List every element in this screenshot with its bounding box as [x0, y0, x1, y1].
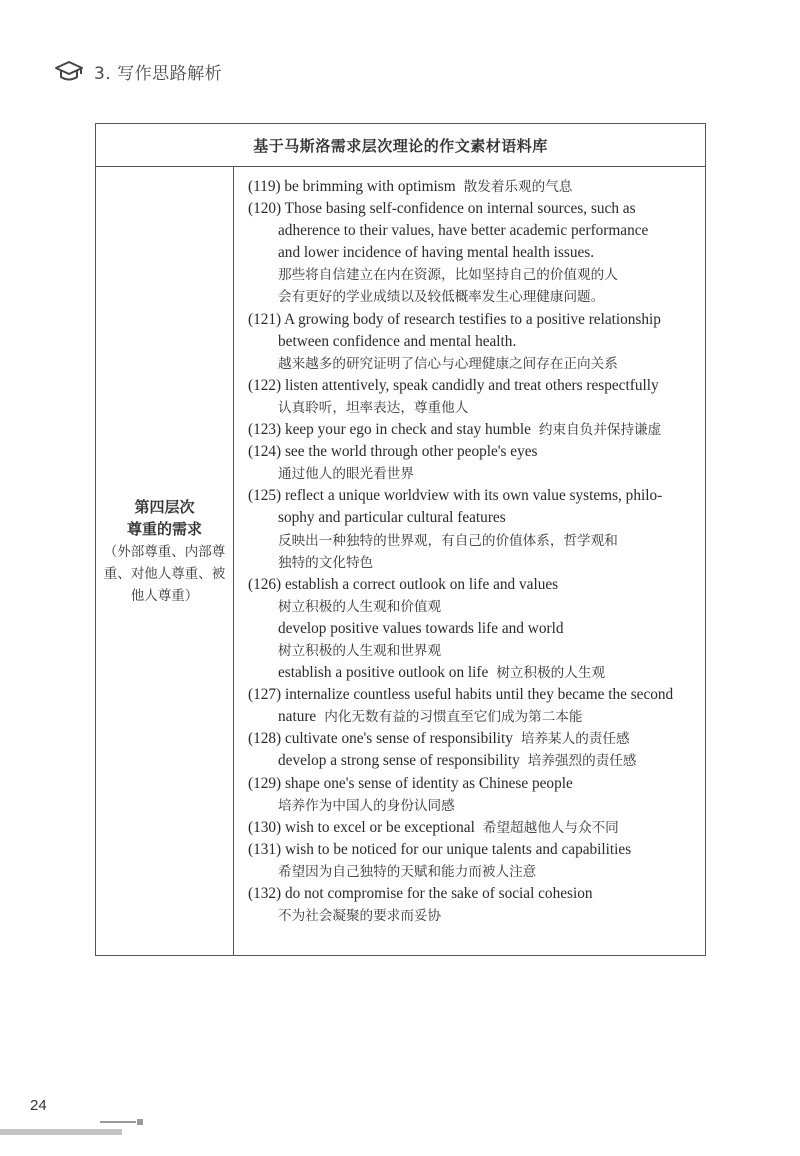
corpus-table	[95, 123, 706, 956]
entry-english: (132) do not compromise for the sake of social cohesion	[248, 885, 593, 902]
entry-line	[236, 242, 705, 264]
entry-line	[236, 419, 705, 441]
footer-dot	[137, 1119, 143, 1125]
entry-chinese: 独特的文化特色	[278, 554, 374, 571]
footer-bar	[0, 1129, 122, 1135]
entry-chinese: 通过他人的眼光看世界	[278, 466, 414, 483]
entry-chinese: 不为社会凝聚的要求而妥协	[278, 908, 442, 925]
entry-line	[236, 507, 705, 529]
section-title: 3. 写作思路解析	[94, 63, 223, 84]
entry-chinese: 树立积极的人生观	[496, 665, 606, 682]
entry-chinese: 越来越多的研究证明了信心与心理健康之间存在正向关系	[278, 355, 618, 372]
entry-line	[236, 684, 705, 706]
entry-chinese: 会有更好的学业成绩以及较低概率发生心理健康问题。	[278, 289, 605, 306]
entry-english: (128) cultivate one's sense of responsibility	[248, 730, 513, 748]
entry-chinese: 反映出一种独特的世界观，有自己的价值体系，哲学观和	[278, 532, 618, 549]
entry-chinese: 树立积极的人生观和价值观	[278, 598, 442, 615]
page-header	[54, 56, 222, 86]
table-body	[96, 167, 705, 955]
entry-chinese: 培养作为中国人的身份认同感	[278, 797, 455, 814]
entry-chinese: 约束自负并保持谦虚	[538, 422, 662, 439]
entry-chinese: 树立积极的人生观和世界观	[278, 642, 442, 659]
entry-english: establish a positive outlook on life	[278, 664, 489, 682]
entry-line	[236, 552, 705, 574]
entry-line	[236, 397, 705, 419]
entry-line	[236, 264, 705, 286]
entry-line	[236, 795, 705, 817]
entry-line	[236, 176, 705, 198]
category-level: 第四层次	[134, 497, 195, 516]
entry-line	[236, 883, 705, 905]
entry-line	[236, 817, 705, 839]
entry-english: (126) establish a correct outlook on life and values	[248, 575, 559, 593]
entry-chinese: 内化无数有益的习惯直至它们成为第二本能	[324, 709, 583, 726]
entry-english: and lower incidence of having mental health issues.	[278, 244, 595, 262]
entry-english: nature	[278, 708, 317, 726]
entry-chinese: 培养强烈的责任感	[527, 753, 637, 770]
entry-chinese: 散发着乐观的气息	[463, 179, 573, 195]
entry-english: (131) wish to be noticed for our unique talents and capabilities	[248, 840, 632, 858]
entry-english: (123) keep your ego in check and stay humble	[248, 421, 531, 439]
entry-line	[236, 375, 705, 397]
entry-english: (125) reflect a unique worldview with its own value systems, philo-	[248, 487, 663, 505]
entry-chinese: 认真聆听，坦率表达，尊重他人	[278, 399, 469, 416]
entry-line	[236, 839, 705, 861]
entry-english: (120) Those basing self-confidence on internal sources, such as	[248, 200, 636, 218]
entry-line	[236, 618, 705, 640]
entry-chinese: 培养某人的责任感	[520, 731, 630, 748]
entry-line	[236, 286, 705, 308]
entry-line	[236, 485, 705, 507]
entry-line	[236, 331, 705, 353]
entry-line	[236, 728, 705, 750]
entry-chinese: 希望超越他人与众不同	[482, 819, 619, 836]
table-title: 基于马斯洛需求层次理论的作文素材语料库	[96, 124, 705, 167]
entry-english: adherence to their values, have better academic performance	[278, 222, 649, 240]
entry-line	[236, 905, 705, 927]
entry-line	[236, 198, 705, 220]
entry-english: develop positive values towards life and world	[278, 619, 564, 637]
entry-line	[236, 662, 705, 684]
entry-english: (122) listen attentively, speak candidly and treat others respectfully	[248, 376, 659, 394]
entry-line	[236, 750, 705, 772]
category-detail: （外部尊重、内部尊重、对他人尊重、被他人尊重）	[103, 543, 226, 604]
entry-english: (121) A growing body of research testifies to a positive relationship	[248, 310, 661, 328]
category-cell	[96, 167, 234, 955]
entry-line	[236, 861, 705, 883]
entry-english: (124) see the world through other people's eyes	[248, 443, 538, 461]
entry-line	[236, 463, 705, 485]
entry-line	[236, 640, 705, 662]
page-number: 24	[30, 1097, 47, 1114]
entry-chinese: 希望因为自己独特的天赋和能力而被人注意	[278, 863, 537, 880]
entry-line	[236, 530, 705, 552]
category-name: 尊重的需求	[126, 519, 202, 538]
entry-line	[236, 706, 705, 728]
entry-line	[236, 596, 705, 618]
entry-line	[236, 574, 705, 596]
entry-line	[236, 353, 705, 375]
entry-line	[236, 773, 705, 795]
graduation-cap-icon	[54, 60, 84, 82]
entry-english: (127) internalize countless useful habits until they became the second	[248, 686, 674, 704]
entry-english: sophy and particular cultural features	[278, 509, 506, 527]
entries-cell	[236, 176, 705, 927]
entry-english: (119) be brimming with optimism	[248, 178, 456, 195]
entry-line	[236, 220, 705, 242]
entry-line	[236, 309, 705, 331]
footer-line	[100, 1121, 136, 1123]
entry-english: (130) wish to excel or be exceptional	[248, 818, 475, 836]
entry-english: between confidence and mental health.	[278, 332, 517, 350]
entry-english: develop a strong sense of responsibility	[278, 752, 520, 770]
entry-chinese: 那些将自信建立在内在资源，比如坚持自己的价值观的人	[278, 267, 618, 284]
entry-line	[236, 441, 705, 463]
entry-english: (129) shape one's sense of identity as Chinese people	[248, 774, 573, 792]
